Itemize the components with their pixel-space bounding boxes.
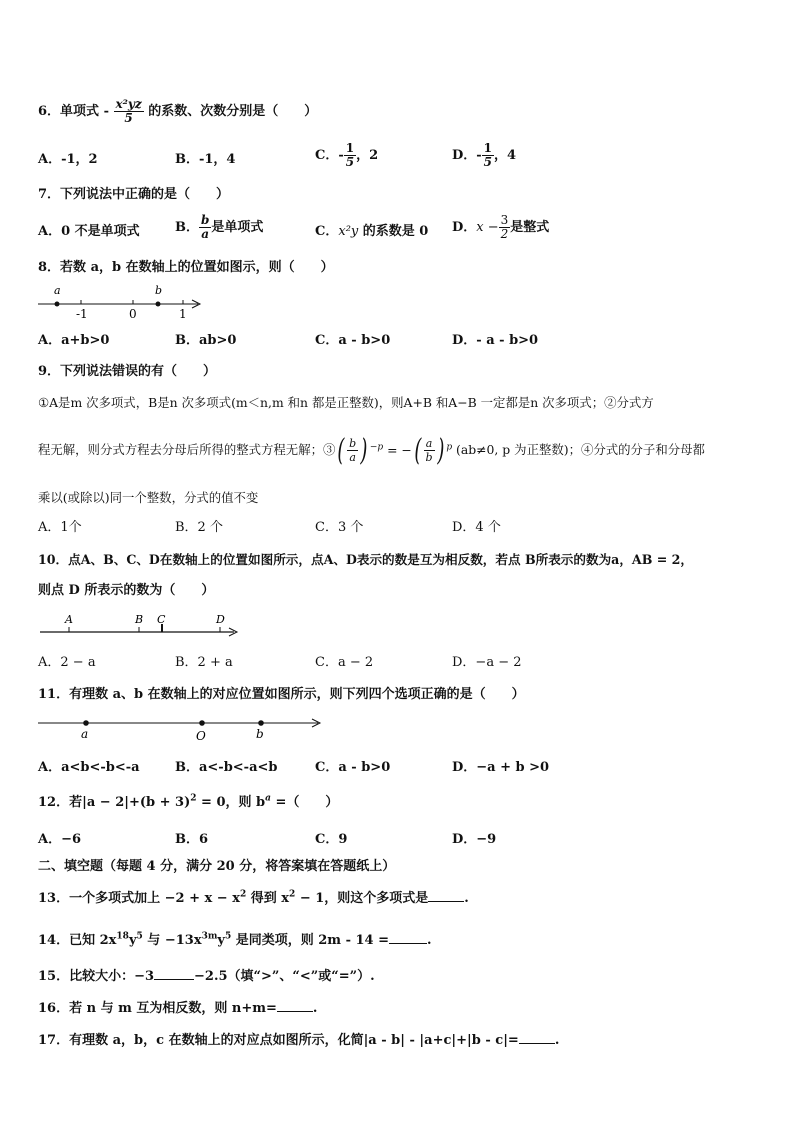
q16-answer-blank[interactable] <box>277 999 313 1012</box>
q9-option-c[interactable]: C．3 个 <box>315 520 364 535</box>
point-a <box>55 302 60 307</box>
q10-option-b[interactable]: B．2 + a <box>175 655 233 670</box>
question-10-stem-line-2: 则点 D 所表示的数为（ ） <box>38 583 215 598</box>
tick-label-0: 0 <box>129 307 137 321</box>
q14-answer-blank[interactable] <box>389 931 427 944</box>
q12-option-c[interactable]: C．9 <box>315 832 348 847</box>
question-14: 14．已知 $2x^{18}y^5$ 与 $-13x^{3m}y^5$ 是同类项，则 2m - 14 = . <box>38 931 432 948</box>
label-b: b <box>155 284 163 297</box>
question-11-stem: 11．有理数 a、b 在数轴上的对应位置如图所示，则下列四个选项正确的是（ ） <box>38 687 525 702</box>
q9-statement-line-2: 程无解，则分式方程去分母后所得的整式方程无解；③( $\frac{b}{a}$ ) $^{-p}$ = −( $\frac{a}{b}$ ) $^p$ (ab≠0, p 为正整数)；④分式的分子和分母都 <box>38 432 705 468</box>
q10-number-line <box>36 608 246 638</box>
q6-option-b[interactable]: B．-1，4 <box>175 152 236 167</box>
q11-option-d[interactable]: D．−a + b >0 <box>452 760 550 775</box>
q10-option-c[interactable]: C．a − 2 <box>315 655 374 670</box>
q13-answer-blank[interactable] <box>428 889 464 902</box>
point-o <box>199 720 205 726</box>
point-b <box>156 302 161 307</box>
q8-number-line <box>36 280 216 322</box>
q6-option-d[interactable]: D．- $\frac{1}{5}$ ，4 <box>452 141 517 169</box>
question-13: 13．一个多项式加上 $-2 + x - x^2$ 得到 $x^2 - 1$，则这个多项式是 . <box>38 889 469 906</box>
question-12-stem: 12．若$|a - 2|+(b + 3)^2 = 0$，则 $b^a$ =（ ） <box>38 793 339 810</box>
q12-option-a[interactable]: A．−6 <box>38 832 82 847</box>
label-D: D <box>216 613 225 626</box>
q7-option-b[interactable]: B． $\frac{b}{a}$ 是单项式 <box>175 213 264 241</box>
q12-option-d[interactable]: D．−9 <box>452 832 497 847</box>
q8-option-d[interactable]: D．- a - b>0 <box>452 333 539 348</box>
label-a: a <box>54 284 61 297</box>
q6-fraction: $\frac{\text{x²yz}}{5}$ <box>115 97 142 125</box>
point-a <box>83 720 89 726</box>
q9-option-a[interactable]: A．1个 <box>38 520 82 535</box>
label-B: B <box>135 613 144 626</box>
label-o: O <box>196 729 206 742</box>
q8-option-a[interactable]: A．a+b>0 <box>38 333 110 348</box>
label-A: A <box>65 613 73 626</box>
label-C: C <box>157 613 166 626</box>
question-17: 17．有理数 a，b，c 在数轴上的对应点如图所示，化简|a - b| - |a+c|+|b - c|= . <box>38 1033 560 1048</box>
q8-option-b[interactable]: B．ab>0 <box>175 333 237 348</box>
q11-option-b[interactable]: B．a<-b<-a<b <box>175 760 278 775</box>
q7-option-a[interactable]: A．0 不是单项式 <box>38 224 140 239</box>
question-9-stem: 9．下列说法错误的有（ ） <box>38 364 217 379</box>
q7-option-c[interactable]: C．x²y 的系数是 0 <box>315 224 429 239</box>
q8-option-c[interactable]: C．a - b>0 <box>315 333 391 348</box>
point-b <box>258 720 264 726</box>
q10-option-d[interactable]: D．−a − 2 <box>452 655 522 670</box>
question-10-stem-line-1: 10．点A、B、C、D在数轴上的位置如图所示，点A、D表示的数是互为相反数，若点 B所表示的数为a，AB = 2， <box>38 552 694 567</box>
label-a: a <box>81 727 89 741</box>
q9-option-b[interactable]: B．2 个 <box>175 520 223 535</box>
q9-statement-line-1: ①A是m 次多项式，B是n 次多项式(m＜n,m 和n 都是正整数)，则A+B 和A−B 一定都是n 次多项式；②分式方 <box>38 395 654 410</box>
q11-number-line <box>36 714 326 742</box>
q6-option-c[interactable]: C．- $\frac{1}{5}$ ，2 <box>315 141 379 169</box>
question-15: 15．比较大小：−3 −2.5（填“>”、“<”或“=”）. <box>38 969 375 984</box>
tick-label-neg1: -1 <box>76 307 88 321</box>
label-b: b <box>256 727 264 741</box>
question-8-stem: 8．若数 a，b 在数轴上的位置如图示，则（ ） <box>38 260 334 275</box>
question-7-stem: 7．下列说法中正确的是（ ） <box>38 187 230 202</box>
q10-option-a[interactable]: A．2 − a <box>38 655 96 670</box>
section-2-heading: 二、填空题（每题 4 分，满分 20 分，将答案填在答题纸上） <box>38 859 396 874</box>
q12-option-b[interactable]: B．6 <box>175 832 209 847</box>
q17-answer-blank[interactable] <box>519 1031 555 1044</box>
q15-answer-blank[interactable] <box>154 967 194 980</box>
q11-option-a[interactable]: A．a<b<-b<-a <box>38 760 140 775</box>
question-6-stem: 6．单项式 - $\frac{\text{x²yz}}{5}$ 的系数、次数分别是（ ） <box>38 97 318 125</box>
q7-option-d[interactable]: D．x − $\frac{3}{2}$ 是整式 <box>452 213 550 241</box>
q9-statement-line-3: 乘以(或除以)同一个整数，分式的值不变 <box>38 490 259 505</box>
tick-label-1: 1 <box>179 307 187 321</box>
q9-option-d[interactable]: D．4 个 <box>452 520 501 535</box>
q11-option-c[interactable]: C．a - b>0 <box>315 760 391 775</box>
question-16: 16．若 n 与 m 互为相反数，则 n+m= . <box>38 1001 318 1016</box>
q6-option-a[interactable]: A．-1，2 <box>38 152 98 167</box>
q9-power-equation: ( $\frac{b}{a}$ ) $^{-p}$ = −( $\frac{a}{b}$ ) $^p$ <box>337 432 453 468</box>
